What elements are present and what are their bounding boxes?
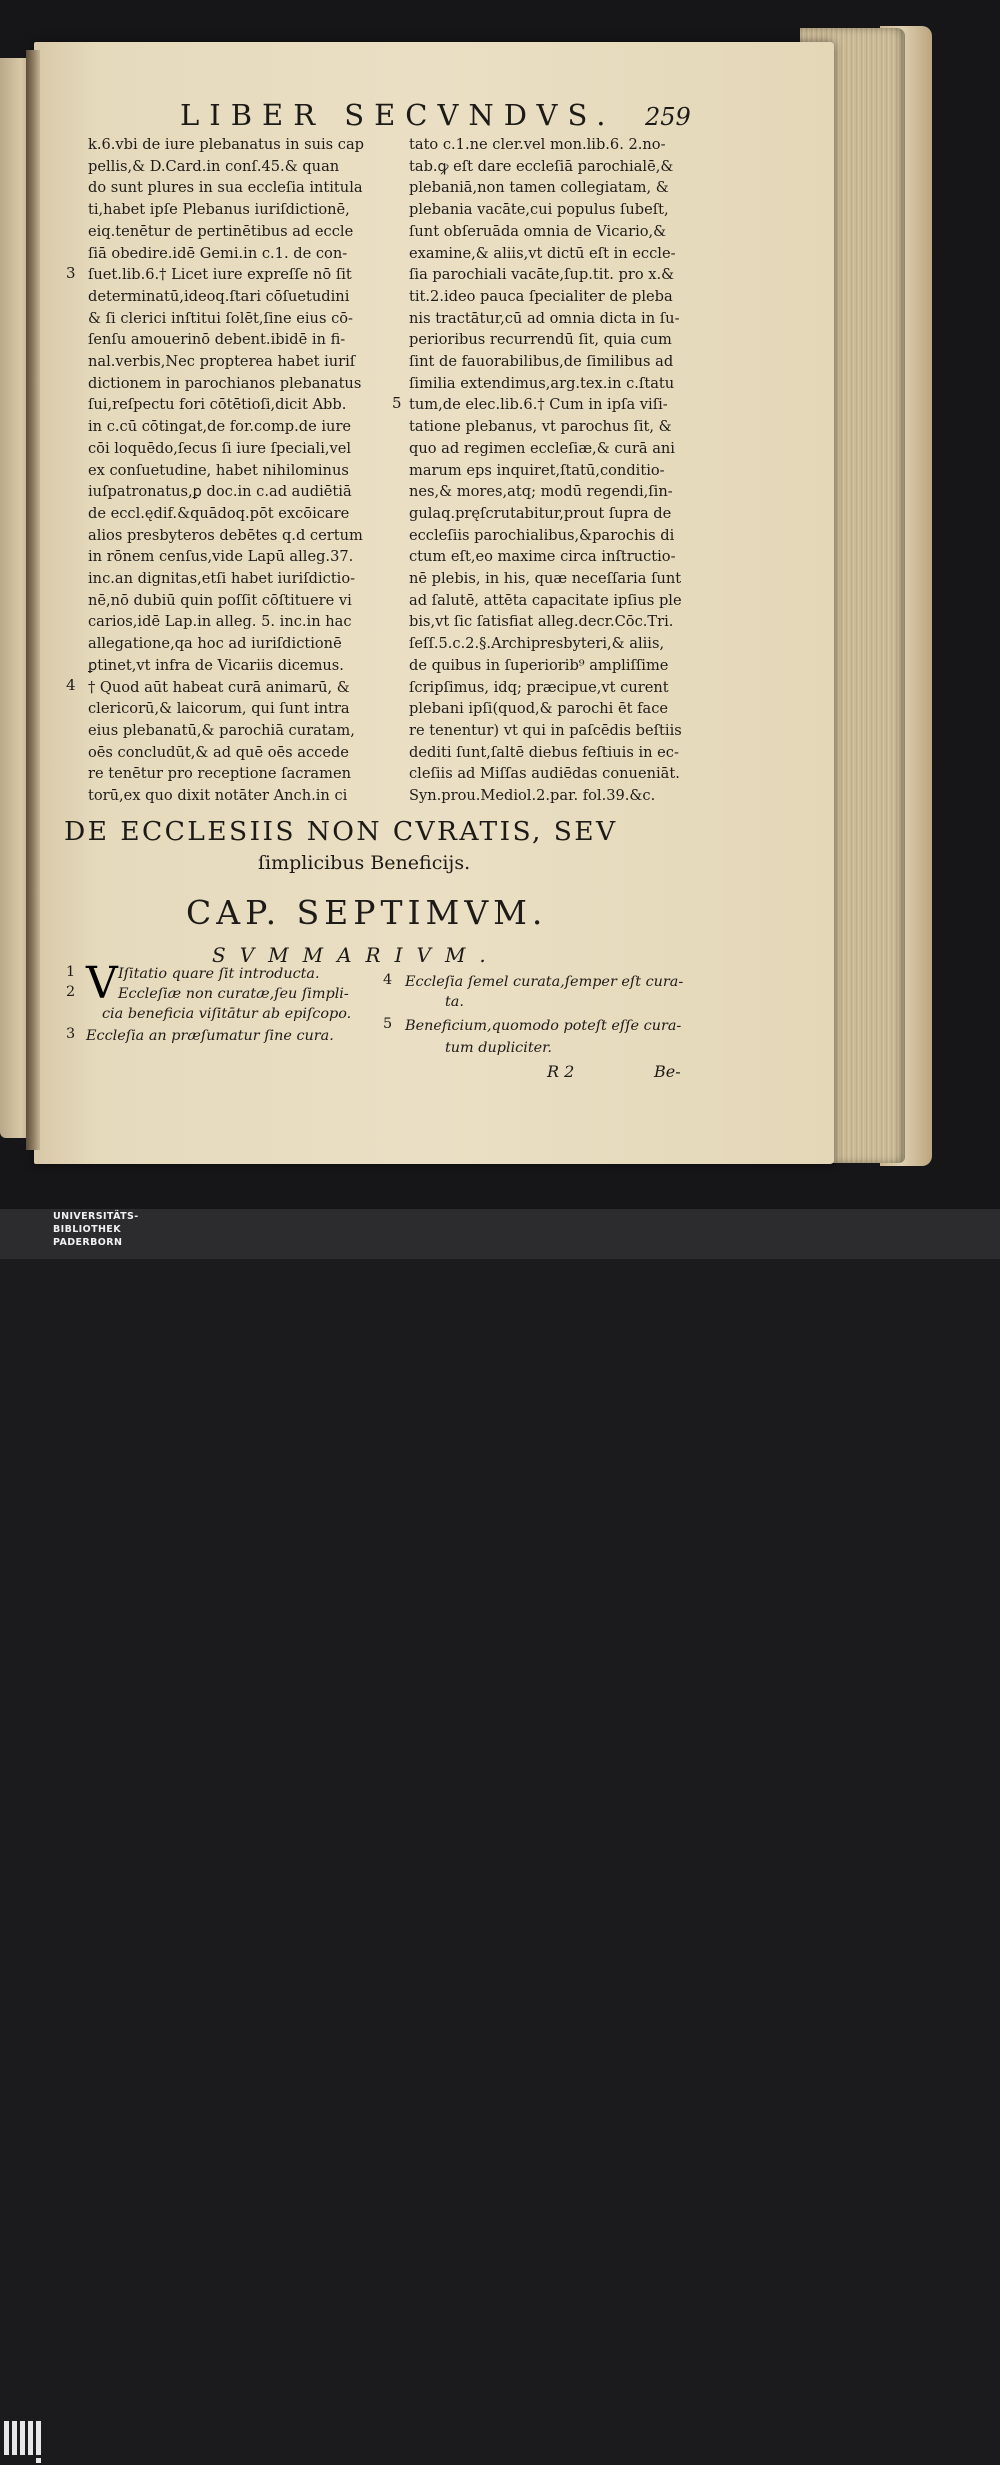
text-line: ſimilia extendimus,arg.tex.in c.ſtatu xyxy=(409,374,675,392)
text-line: determinatū,ideoq.ſtari cōſuetudini xyxy=(88,287,350,305)
text-line: oēs concludūt,& ad quē oēs accede xyxy=(88,743,349,761)
section-heading-subline: ſimplicibus Beneficijs. xyxy=(258,852,471,874)
text-line: ꝑtinet,vt infra de Vicariis dicemus. xyxy=(88,656,344,674)
text-line: re tenentur) vt qui in paſcēdis beſtiis xyxy=(409,721,682,739)
text-line: ctum eſt,eo maxime circa inſtructio- xyxy=(409,548,676,566)
summary-item: Beneficium,quomodo poteſt eſſe cura- xyxy=(405,1018,682,1034)
signature-mark: R 2 xyxy=(547,1062,575,1081)
margin-number: 3 xyxy=(66,264,76,282)
text-line: ſeſſ.5.c.2.§.Archipresbyteri,& aliis, xyxy=(409,635,665,653)
text-line: carios,idē Lap.in alleg. 5. inc.in hac xyxy=(88,613,352,631)
text-line: torū,ex quo dixit notāter Anch.in ci xyxy=(88,787,348,805)
text-line: ſui,reſpectu fori cōtētioſi,dicit Abb. xyxy=(88,396,347,414)
text-line: ſuet.lib.6.† Licet iure expreſſe nō ſit xyxy=(88,266,352,284)
text-line: plebani ipſi(quod,& parochi ēt face xyxy=(409,700,669,718)
margin-number: 5 xyxy=(392,394,402,412)
summary-item: ta. xyxy=(445,994,464,1010)
text-line: inc.an dignitas,etſi habet iuriſdictio- xyxy=(88,570,356,588)
text-line: tatione plebanus, vt parochus ſit, & xyxy=(409,418,672,436)
text-line: alios presbyteros debētes q.d certum xyxy=(88,526,363,544)
text-line: examine,& aliis,vt dictū eſt in eccle- xyxy=(409,244,676,262)
text-line: † Quod aūt habeat curā animarū, & xyxy=(88,678,350,696)
summary-number: 3 xyxy=(66,1026,76,1042)
summary-item: cia beneficia viſitātur ab epiſcopo. xyxy=(102,1006,352,1022)
text-line: ſunt obſeruāda omnia de Vicario,& xyxy=(409,222,667,240)
summary-number: 2 xyxy=(66,984,76,1000)
summary-item: tum dupliciter. xyxy=(445,1040,553,1056)
book-gutter xyxy=(26,50,40,1150)
running-title: LIBER SECVNDVS. xyxy=(180,98,616,132)
text-line: clericorū,& laicorum, qui ſunt intra xyxy=(88,700,350,718)
library-footer-bar xyxy=(0,1209,1000,1259)
text-line: do sunt plures in sua eccleſia intitula xyxy=(88,179,363,197)
library-logo-icon xyxy=(0,2421,44,2465)
text-line: eccleſiis parochialibus,&parochis di xyxy=(409,526,675,544)
text-line: cōi loquēdo,ſecus ſi iure ſpeciali,vel xyxy=(88,439,352,457)
text-line: tab.ꝙ eſt dare eccleſiā parochialē,& xyxy=(409,157,674,175)
text-line: eiq.tenētur de pertinētibus ad eccle xyxy=(88,222,354,240)
summary-title: SVMMARIVM. xyxy=(212,943,500,967)
text-line: k.6.vbi de iure plebanatus in suis cap xyxy=(88,136,365,153)
text-line: plebaniā,non tamen collegiatam, & xyxy=(409,179,669,197)
text-line: Syn.prou.Mediol.2.par. fol.39.&c. xyxy=(409,787,656,805)
text-line: marum eps inquiret,ſtatū,conditio- xyxy=(409,461,665,479)
text-line: cleſiis ad Miſſas audiēdas conueniāt. xyxy=(409,765,680,783)
summary-number: 4 xyxy=(383,972,393,988)
text-line: plebania vacāte,cui populus ſubeſt, xyxy=(409,201,669,219)
library-name-line: PADERBORN xyxy=(53,1237,123,1248)
text-line: pellis,& D.Card.in conſ.45.& quan xyxy=(88,157,340,175)
text-line: ſia parochiali vacāte,ſup.tit. pro x.& xyxy=(409,266,675,284)
text-line: perioribus recurrendū ſit, quia cum xyxy=(409,331,672,349)
text-column-right xyxy=(409,134,709,807)
summary-item: Eccleſia an præſumatur ſine cura. xyxy=(86,1028,334,1044)
section-heading: DE ECCLESIIS NON CVRATIS, SEV xyxy=(64,816,618,847)
text-line: in c.cū cōtingat,de for.comp.de iure xyxy=(88,418,352,436)
text-line: nal.verbis,Nec propterea habet iuriſ xyxy=(88,353,356,371)
text-line: tit.2.ideo pauca ſpecialiter de pleba xyxy=(409,287,673,305)
text-line: ſint de fauorabilibus,de ſimilibus ad xyxy=(409,353,674,371)
text-column-left xyxy=(88,134,383,807)
text-line: ex conſuetudine, habet nihilominus xyxy=(88,461,349,479)
catchword: Be- xyxy=(654,1062,681,1081)
text-line: dediti ſunt,ſaltē diebus feſtiuis in ec- xyxy=(409,743,679,761)
text-line: nis tractātur,cū ad omnia dicta in ſu- xyxy=(409,309,680,327)
text-line: ad ſalutē, attēta capacitate ipſius ple xyxy=(409,591,682,609)
text-line: nē plebis, in his, quæ neceſſaria ſunt xyxy=(409,570,682,588)
text-line: tum,de elec.lib.6.† Cum in ipſa viſi- xyxy=(409,396,668,414)
summary-number: 1 xyxy=(66,964,76,980)
text-line: nes,& mores,atq; modū regendi,ſin- xyxy=(409,483,673,501)
text-line: ſenſu amouerinō debent.ibidē in fi- xyxy=(88,331,346,349)
margin-number: 4 xyxy=(66,676,76,694)
text-line: gulaq.pręſcrutabitur,prout ſupra de xyxy=(409,504,672,522)
library-name-line: UNIVERSITÄTS- xyxy=(53,1211,139,1222)
text-line: tato c.1.ne cler.vel mon.lib.6. 2.no- xyxy=(409,136,666,153)
text-line: de eccl.ędif.&quādoq.pōt excōicare xyxy=(88,504,350,522)
summary-number: 5 xyxy=(383,1016,393,1032)
page-number: 259 xyxy=(645,103,691,131)
text-line: & ſi clerici inſtitui ſolēt,ſine eius cō- xyxy=(88,309,353,327)
text-line: bis,vt ſic ſatisfiat alleg.decr.Cōc.Tri. xyxy=(409,613,674,631)
text-line: ſcripſimus, idq; præcipue,vt curent xyxy=(409,678,669,696)
text-line: ſiā obedire.idē Gemi.in c.1. de con- xyxy=(88,244,348,262)
library-name-line: BIBLIOTHEK xyxy=(53,1224,121,1235)
text-line: quo ad regimen eccleſiæ,& curā ani xyxy=(409,439,675,457)
summary-item: Iſitatio quare ſit introducta. xyxy=(118,966,320,982)
text-line: re tenētur pro receptione ſacramen xyxy=(88,765,351,783)
scan-stage xyxy=(0,0,1000,1209)
decorated-initial: V xyxy=(86,958,118,1009)
chapter-title: CAP. SEPTIMVM. xyxy=(186,893,548,932)
text-line: ti,habet ipſe Plebanus iuriſdictionē, xyxy=(88,201,350,219)
text-line: nē,nō dubiū quin poſſit cōſtituere vi xyxy=(88,591,352,609)
text-line: eius plebanatū,& parochiā curatam, xyxy=(88,721,355,739)
summary-item: Eccleſia ſemel curata,ſemper eſt cura- xyxy=(405,974,684,990)
text-line: dictionem in parochianos plebanatus xyxy=(88,374,362,392)
summary-item: Eccleſiæ non curatæ,ſeu ſimpli- xyxy=(118,986,349,1002)
text-line: allegatione,qa hoc ad iuriſdictionē xyxy=(88,635,342,653)
text-line: iuſpatronatus,ꝑ doc.in c.ad audiētiā xyxy=(88,483,352,501)
text-line: de quibus in ſuperiorib⁹ ampliſſime xyxy=(409,656,669,674)
text-line: in rōnem cenſus,vide Lapū alleg.37. xyxy=(88,548,354,566)
